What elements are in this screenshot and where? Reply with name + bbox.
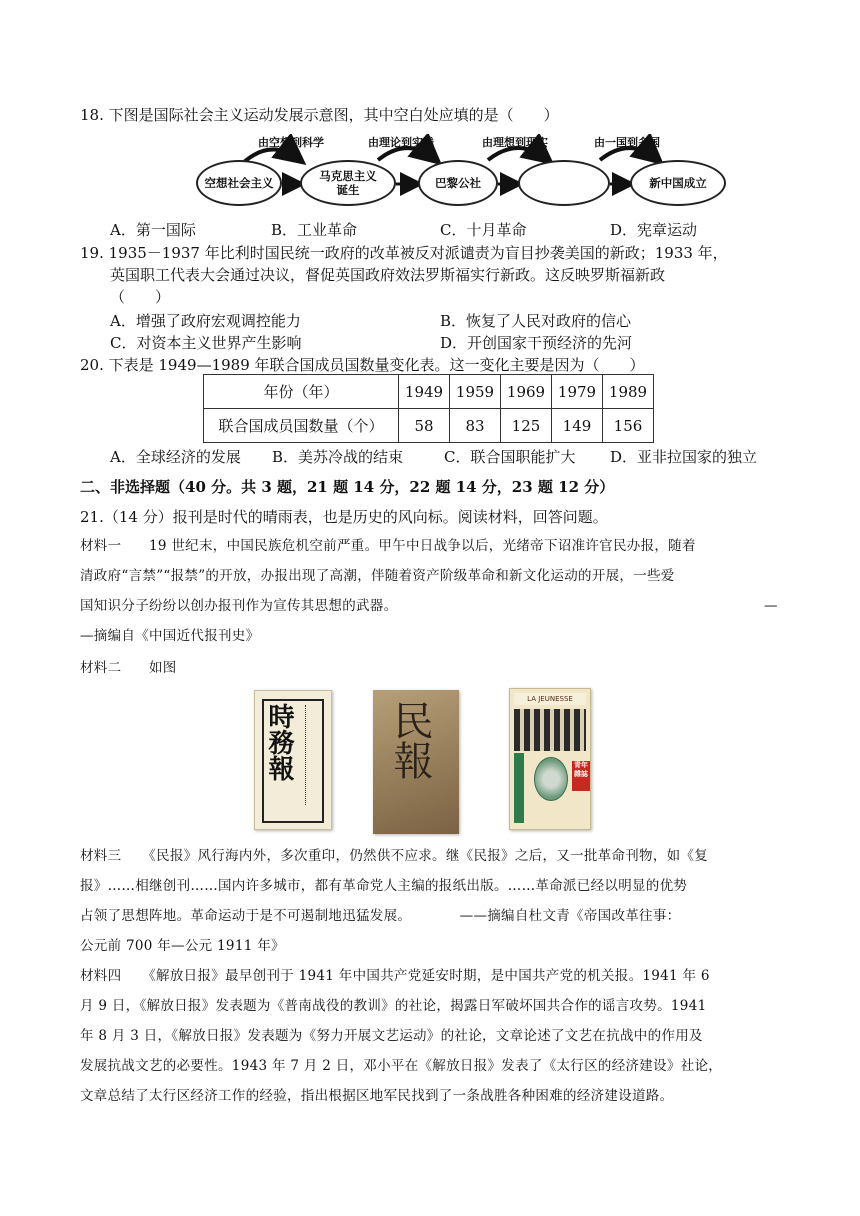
- diagram-label-3: 由理想到现实: [482, 136, 548, 149]
- cover-portrait: [534, 757, 568, 801]
- material-1-line1: 材料一 19 世纪末，中国民族危机空前严重。甲午中日战争以后，光绪帝下诏准许官民办报，随着: [80, 538, 696, 554]
- table-header-year: 年份（年）: [204, 375, 399, 409]
- material-3-line2: 报》……相继创刊……国内许多城市，都有革命党人主编的报纸出版。……革命派已经以明显的优势: [80, 878, 688, 894]
- cover-figures-band: [514, 709, 586, 751]
- material-4-line1: 材料四 《解放日报》最早创刊于 1941 年中国共产党延安时期，是中国共产党的机关报。1941 年 6: [80, 968, 710, 984]
- diagram-node-paris-commune: 巴黎公社: [418, 160, 498, 206]
- diagram-node-utopian: 空想社会主义: [196, 160, 282, 206]
- shiwubao-newspaper-image: [254, 690, 332, 830]
- q18-stem: 18. 下图是国际社会主义运动发展示意图，其中空白处应填的是（ ）: [80, 106, 559, 124]
- q18-option-b[interactable]: B．工业革命: [271, 221, 358, 239]
- q20-option-c[interactable]: C．联合国职能扩大: [444, 448, 576, 466]
- qingnian-zazhi-cover-image: [509, 688, 591, 830]
- diagram-node-blank: [518, 160, 610, 206]
- q20-option-d[interactable]: D．亚非拉国家的独立: [610, 448, 758, 466]
- diagram-node-marxism: 马克思主义 诞生: [300, 160, 396, 206]
- q19-stem-line2: 英国职工代表大会通过决议，督促英国政府效法罗斯福实行新政。这反映罗斯福新政: [110, 266, 666, 284]
- material-4-line5: 文章总结了太行区经济工作的经验，指出根据区地军民找到了一条战胜各种困难的经济建设道路。: [80, 1088, 674, 1104]
- socialism-development-diagram: [196, 134, 736, 214]
- material-3-line1: 材料三 《民报》风行海内外，多次重印，仍然供不应求。继《民报》之后，又一批革命刊物，如《复: [80, 848, 709, 864]
- newspaper-side-text: [305, 705, 312, 805]
- q20-stem: 20. 下表是 1949—1989 年联合国成员国数量变化表。这一变化主要是因为（ ）: [80, 356, 645, 374]
- cover-left-band: [514, 753, 524, 823]
- material-4-line4: 发展抗战文艺的必要性。1943 年 7 月 2 日，邓小平在《解放日报》发表了《太行区的经济建设》社论，: [80, 1058, 723, 1074]
- material-1-source: —摘编自《中国近代报刊史》: [80, 628, 260, 644]
- q19-option-c[interactable]: C．对资本主义世界产生影响: [110, 334, 302, 352]
- material-1-line2: 清政府“言禁”“报禁”的开放，办报出现了高潮，伴随着资产阶级革命和新文化运动的开展，一些爱: [80, 568, 675, 584]
- table-cell: 156: [603, 409, 654, 443]
- q18-option-c[interactable]: C．十月革命: [440, 221, 527, 239]
- diagram-label-2: 由理论到实践: [368, 136, 434, 149]
- la-jeunesse-title: LA JEUNESSE: [514, 693, 586, 705]
- table-row-years: [204, 375, 654, 409]
- minbao-newspaper-image: [373, 690, 459, 834]
- table-cell: 1989: [603, 375, 654, 409]
- table-row-counts: [204, 409, 654, 443]
- q19-stem-line1: 19. 1935－1937 年比利时国民统一政府的改革被反对派谴责为盲目抄袭美国的新政；1933 年，: [80, 244, 728, 262]
- table-cell: 58: [399, 409, 450, 443]
- material-4-line3: 年 8 月 3 日，《解放日报》发表题为《努力开展文艺运动》的社论，文章论述了文艺在抗战中的作用及: [80, 1028, 703, 1044]
- q19-option-a[interactable]: A．增强了政府宏观调控能力: [110, 312, 301, 330]
- q19-option-d[interactable]: D．开创国家干预经济的先河: [440, 334, 633, 352]
- material-1-dash: —: [764, 598, 778, 614]
- material-1-line3: 国知识分子纷纷以创办报刊作为宣传其思想的武器。: [80, 598, 398, 614]
- table-cell: 1979: [552, 375, 603, 409]
- curve-arrow-1: [244, 149, 300, 162]
- q20-option-b[interactable]: B．美苏冷战的结束: [272, 448, 404, 466]
- material-3-line4: 公元前 700 年—公元 1911 年》: [80, 938, 285, 954]
- un-members-table: [203, 374, 654, 443]
- diagram-label-4: 由一国到多国: [594, 136, 660, 149]
- q21-stem: 21.（14 分）报刊是时代的晴雨表，也是历史的风向标。阅读材料，回答问题。: [80, 508, 608, 526]
- table-cell: 1969: [501, 375, 552, 409]
- material-4-line2: 月 9 日，《解放日报》发表题为《普南战役的教训》的社论，揭露日军破坏国共合作的谣言攻势。1941: [80, 998, 707, 1014]
- q18-option-a[interactable]: A．第一国际: [110, 221, 196, 239]
- table-cell: 125: [501, 409, 552, 443]
- table-header-count: 联合国成员国数量（个）: [204, 409, 399, 443]
- q20-option-a[interactable]: A．全球经济的发展: [110, 448, 241, 466]
- table-cell: 1949: [399, 375, 450, 409]
- table-cell: 83: [450, 409, 501, 443]
- table-cell: 1959: [450, 375, 501, 409]
- material-2-label: 材料二 如图: [80, 660, 177, 676]
- q19-stem-line3: （ ）: [110, 288, 171, 306]
- diagram-node-new-china: 新中国成立: [630, 160, 726, 206]
- q19-option-b[interactable]: B．恢复了人民对政府的信心: [440, 312, 632, 330]
- q18-option-d[interactable]: D．宪章运动: [610, 221, 698, 239]
- qingnian-zazhi-title: 青年雜誌: [572, 761, 590, 791]
- table-cell: 149: [552, 409, 603, 443]
- minbao-title: 民報: [387, 700, 433, 780]
- shiwubao-title: 時務報: [264, 703, 294, 781]
- material-3-line3: 占领了思想阵地。革命运动于是不可遏制地迅猛发展。 ——摘编自杜文青《帝国改革往事：: [80, 908, 681, 924]
- section-2-heading: 二、非选择题（40 分。共 3 题，21 题 14 分，22 题 14 分，23 题 12 分）: [80, 478, 615, 496]
- diagram-label-1: 由空想到科学: [258, 136, 324, 149]
